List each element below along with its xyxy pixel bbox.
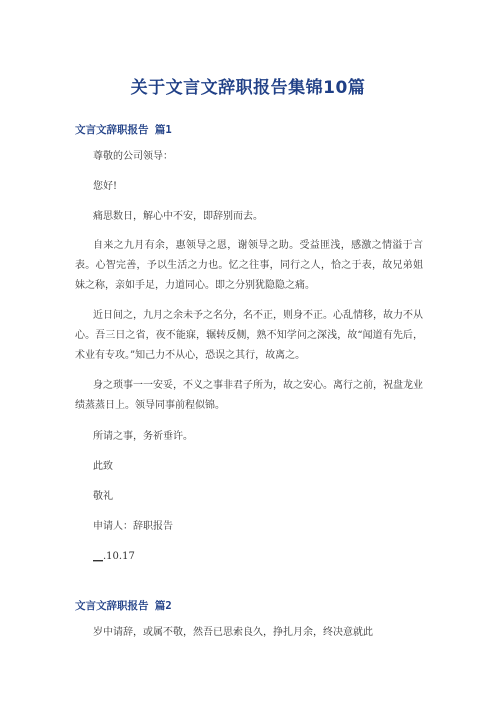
date-value: .10.17 <box>103 551 135 562</box>
greeting: 您好! <box>93 181 118 192</box>
signature-line: 申请人：辞职报告 <box>93 521 173 532</box>
closing-line-1: 此致 <box>93 461 113 472</box>
section-heading-1: 文言文辞职报告 篇1 <box>75 124 172 136</box>
document-title: 关于文言文辞职报告集锦10篇 <box>130 78 366 98</box>
section-heading-2: 文言文辞职报告 篇2 <box>75 600 172 612</box>
paragraph-4: 身之琐事一一安妥，不义之事非君子所为，故之安心。离行之前，祝盘龙业绩蒸蒸日上。领导同事前程似锦。 <box>75 380 423 411</box>
date-blank: __ <box>93 551 103 562</box>
paragraph-2: 自来之九月有余，惠领导之恩，谢领导之助。受益匪浅，感激之情溢于言表。心智完善，予以生活之力也。忆之往事，同行之人，恰之于表，故兄弟姐妹之称，亲如手足，力道同心。即之分别犹隐隐之痛。 <box>75 240 423 291</box>
salutation: 尊敬的公司领导： <box>93 151 173 162</box>
paragraph-1: 痛思数日，解心中不安，即辞别而去。 <box>93 211 263 222</box>
closing-line-2: 敬礼 <box>93 491 113 502</box>
paragraph-5: 所请之事，务祈垂许。 <box>93 431 193 442</box>
paragraph-6: 岁中请辞，或属不敬，然吾已思索良久，挣扎月余，终决意就此 <box>93 627 373 638</box>
date-line <box>75 547 423 567</box>
paragraph-3: 近日间之，九月之余未予之名分，名不正，则身不正。心乱情移，故力不从心。吾三日之省，夜不能寐，辗转反侧，熟不知学问之深浅，故“闻道有先后，术业有专攻。”知己力不从心，恐误之其行，故离之。 <box>75 310 423 361</box>
